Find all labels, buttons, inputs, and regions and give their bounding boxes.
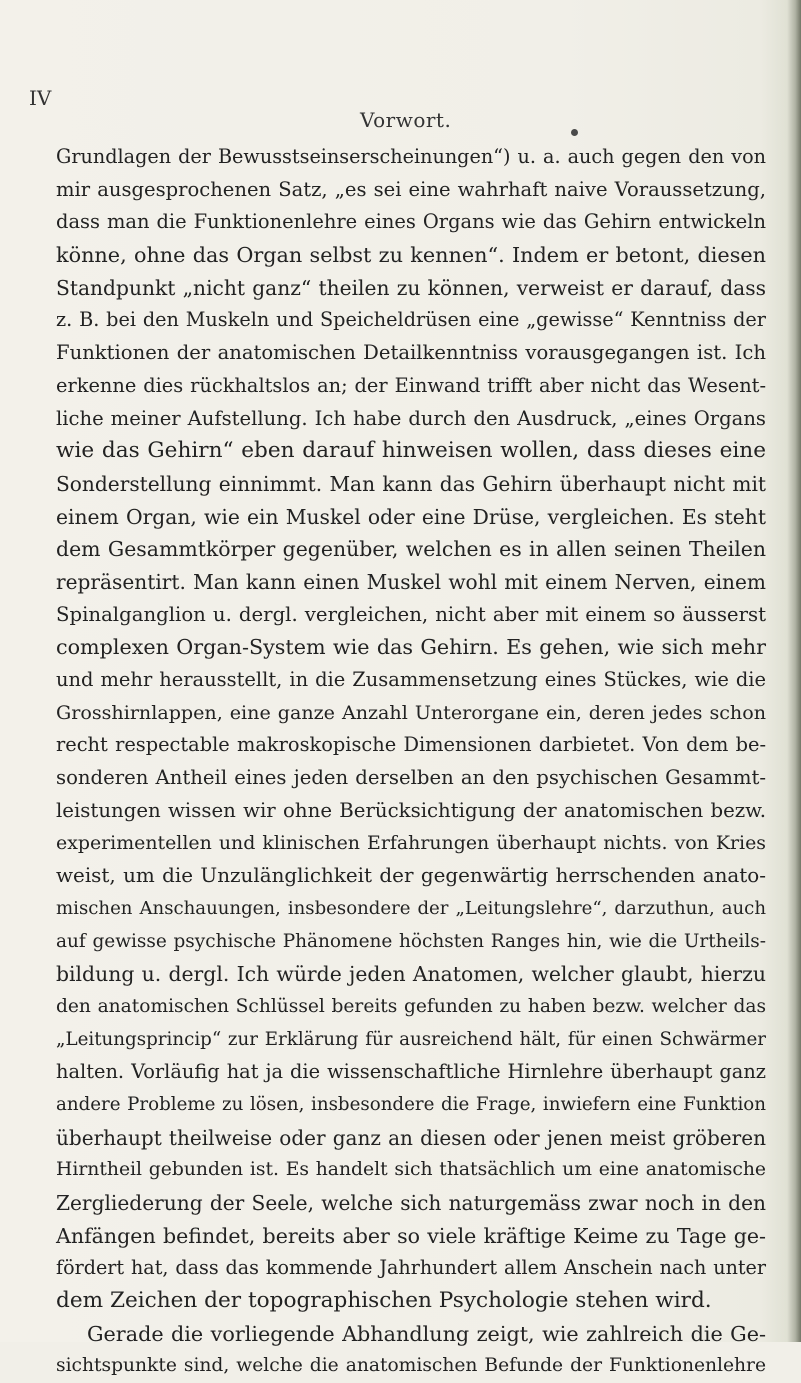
page-number: IV [29, 86, 52, 110]
text-line: könne, ohne das Organ selbst zu kennen“. Indem er betont, diesen [56, 243, 766, 268]
text-line: weist, um die Unzulänglichkeit der gegenwärtig herrschenden anato- [56, 864, 766, 888]
text-line: wie das Gehirn“ eben darauf hinweisen wollen, dass dieses eine [56, 438, 766, 464]
text-line: Anfängen befindet, bereits aber so viele kräftige Keime zu Tage ge- [56, 1223, 766, 1248]
text-line: und mehr herausstellt, in die Zusammensetzung eines Stückes, wie die [56, 668, 766, 691]
text-line: recht respectable makroskopische Dimensionen darbietet. Von dem be- [56, 733, 766, 757]
text-line: überhaupt theilweise oder ganz an diesen oder jenen meist gröberen [56, 1125, 766, 1150]
text-line: Sonderstellung einnimmt. Man kann das Gehirn überhaupt nicht mit [56, 471, 766, 496]
text-line: andere Probleme zu lösen, insbesondere die Frage, inwiefern eine Funktion [56, 1093, 766, 1115]
text-line: Zergliederung der Seele, welche sich naturgemäss zwar noch in den [56, 1191, 766, 1215]
text-line: Gerade die vorliegende Abhandlung zeigt, wie zahlreich die Ge- [87, 1321, 766, 1346]
text-line: mischen Anschauungen, insbesondere der „Leitungslehre“, darzuthun, auch [56, 897, 766, 919]
text-line: Funktionen der anatomischen Detailkenntniss vorausgegangen ist. Ich [56, 341, 766, 365]
text-line: fördert hat, dass das kommende Jahrhundert allem Anschein nach unter [56, 1256, 766, 1280]
page-edge-shadow [787, 0, 801, 1342]
text-line: repräsentirt. Man kann einen Muskel wohl mit einem Nerven, einem [56, 569, 766, 594]
text-line: dem Gesammtkörper gegenüber, welchen es in allen seinen Theilen [56, 537, 766, 562]
text-line: sichtspunkte sind, welche die anatomischen Befunde der Funktionenlehre [56, 1355, 766, 1377]
text-line: erkenne dies rückhaltslos an; der Einwand trifft aber nicht das Wesent- [56, 373, 766, 397]
text-line: leistungen wissen wir ohne Berücksichtigung der anatomischen bezw. [56, 798, 766, 822]
text-line: Standpunkt „nicht ganz“ theilen zu können, verweist er darauf, dass [56, 275, 766, 300]
text-line: einem Organ, wie ein Muskel oder eine Drüse, vergleichen. Es steht [56, 504, 766, 529]
text-line: Hirntheil gebunden ist. Es handelt sich thatsächlich um eine anatomische [56, 1159, 766, 1181]
ink-speck [571, 129, 578, 136]
text-line: liche meiner Aufstellung. Ich habe durch den Ausdruck, „eines Organs [56, 406, 766, 430]
text-line: mir ausgesprochenen Satz, „es sei eine wahrhaft naive Voraussetzung, [56, 177, 766, 201]
text-line: auf gewisse psychische Phänomene höchsten Ranges hin, wie die Urtheils- [56, 930, 766, 952]
text-line: dass man die Funktionenlehre eines Organs wie das Gehirn entwickeln [56, 210, 766, 234]
text-line: halten. Vorläufig hat ja die wissenschaftliche Hirnlehre überhaupt ganz [56, 1060, 766, 1084]
text-line: den anatomischen Schlüssel bereits gefunden zu haben bezw. welcher das [56, 995, 766, 1017]
text-line: experimentellen und klinischen Erfahrungen überhaupt nichts. von Kries [56, 832, 766, 855]
text-line: „Leitungsprincip“ zur Erklärung für ausreichend hält, für einen Schwärmer [56, 1028, 766, 1050]
text-line: Grosshirnlappen, eine ganze Anzahl Unterorgane ein, deren jedes schon [56, 700, 766, 724]
text-line: complexen Organ-System wie das Gehirn. Es gehen, wie sich mehr [56, 635, 766, 660]
text-line: dem Zeichen der topographischen Psychologie stehen wird. [56, 1288, 712, 1314]
running-title: Vorwort. [360, 108, 452, 132]
text-line: Spinalganglion u. dergl. vergleichen, nicht aber mit einem so äusserst [56, 602, 766, 626]
text-line: Grundlagen der Bewusstseinserscheinungen“) u. a. auch gegen den von [56, 145, 766, 168]
text-line: sonderen Antheil eines jeden derselben an den psychischen Gesammt- [56, 766, 766, 790]
body-text [56, 141, 766, 1383]
text-line: bildung u. dergl. Ich würde jeden Anatomen, welcher glaubt, hierzu [56, 962, 766, 987]
text-line: z. B. bei den Muskeln und Speicheldrüsen eine „gewisse“ Kenntniss der [56, 308, 766, 332]
